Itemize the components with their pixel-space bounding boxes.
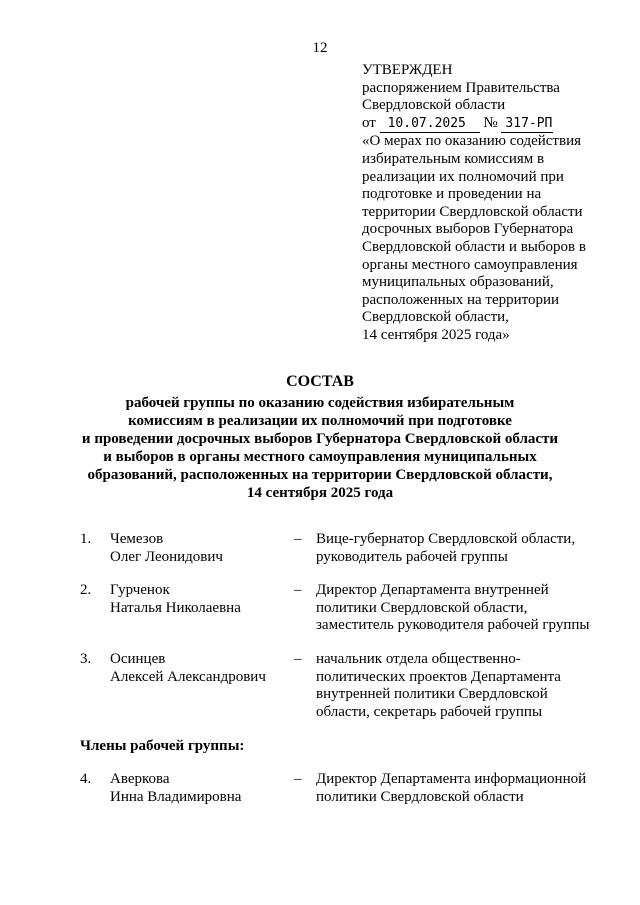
heading-line: рабочей группы по оказанию содействия избирательным: [125, 395, 515, 411]
role-line: политики Свердловской области,: [316, 599, 528, 616]
role-line: руководитель рабочей группы: [316, 548, 508, 565]
role-line: области, секретарь рабочей группы: [316, 703, 543, 720]
subject-line: 14 сентября 2025 года»: [362, 326, 510, 343]
subject-line: реализации их полномочий при: [362, 168, 564, 185]
role-line: начальник отдела общественно-: [316, 651, 521, 667]
role-line: внутренней политики Свердловской: [316, 686, 548, 703]
heading-line: комиссиям в реализации их полномочий при подготовке: [128, 413, 512, 429]
member-dash: –: [294, 531, 302, 547]
date-prefix: от: [362, 114, 376, 131]
member-given-name: Инна Владимировна: [110, 788, 242, 805]
member-given-name: Алексей Александрович: [110, 668, 266, 685]
subject-line: органы местного самоуправления: [362, 256, 578, 273]
member-name: [110, 531, 290, 566]
member-surname: Гурченок: [110, 582, 170, 598]
member-name: [110, 771, 290, 806]
role-line: заместитель руководителя рабочей группы: [316, 617, 590, 634]
member-number: 2.: [80, 582, 92, 598]
member-name: [110, 582, 290, 617]
member-given-name: Наталья Николаевна: [110, 599, 241, 616]
decree-number: 317-РП: [501, 115, 553, 134]
member-surname: Чемезов: [110, 531, 164, 547]
member-number: 3.: [80, 651, 92, 667]
member-given-name: Олег Леонидович: [110, 548, 223, 565]
role-line: Директор Департамента информационной: [316, 771, 587, 787]
composition-heading: [60, 373, 580, 502]
subject-line: избирательным комиссиям в: [362, 150, 545, 167]
subject-line: муниципальных образований,: [362, 274, 554, 291]
number-prefix: №: [483, 114, 498, 131]
member-role: [316, 531, 616, 566]
subject-line: расположенных на территории: [362, 291, 560, 308]
members-label: Члены рабочей группы:: [80, 738, 245, 754]
heading-title: СОСТАВ: [286, 373, 354, 390]
role-line: политики Свердловской области: [316, 788, 524, 805]
role-line: Вице-губернатор Свердловской области,: [316, 531, 576, 547]
member-dash: –: [294, 771, 302, 787]
subject-line: территории Свердловской области: [362, 203, 583, 220]
approval-region: Свердловской области: [362, 97, 506, 114]
approval-block: [362, 62, 622, 345]
role-line: политических проектов Департамента: [316, 668, 561, 685]
member-dash: –: [294, 582, 302, 598]
subject-line: досрочных выборов Губернатора: [362, 221, 574, 238]
heading-line: и выборов в органы местного самоуправления муниципальных: [103, 449, 537, 465]
approval-title: УТВЕРЖДЕН: [362, 62, 453, 78]
approval-date-line: [362, 115, 622, 134]
subject-line: подготовке и проведении на: [362, 186, 542, 203]
member-surname: Осинцев: [110, 651, 166, 667]
member-surname: Аверкова: [110, 771, 170, 787]
subject-line: Свердловской области,: [362, 309, 509, 326]
heading-line: образований, расположенных на территории Свердловской области,: [87, 467, 553, 483]
role-line: Директор Департамента внутренней: [316, 582, 549, 598]
approval-by: распоряжением Правительства: [362, 79, 560, 96]
member-role: [316, 651, 616, 721]
member-number: 4.: [80, 771, 92, 787]
page-number: 12: [312, 40, 328, 56]
member-dash: –: [294, 651, 302, 667]
heading-line: 14 сентября 2025 года: [246, 485, 394, 501]
decree-date: 10.07.2025: [380, 115, 480, 134]
subject-line: Свердловской области и выборов в: [362, 238, 586, 255]
heading-line: и проведении досрочных выборов Губернатора Свердловской области: [81, 431, 559, 447]
member-number: 1.: [80, 531, 92, 547]
member-role: [316, 771, 616, 806]
member-role: [316, 582, 616, 635]
subject-line: «О мерах по оказанию содействия: [362, 133, 581, 150]
member-name: [110, 651, 290, 686]
